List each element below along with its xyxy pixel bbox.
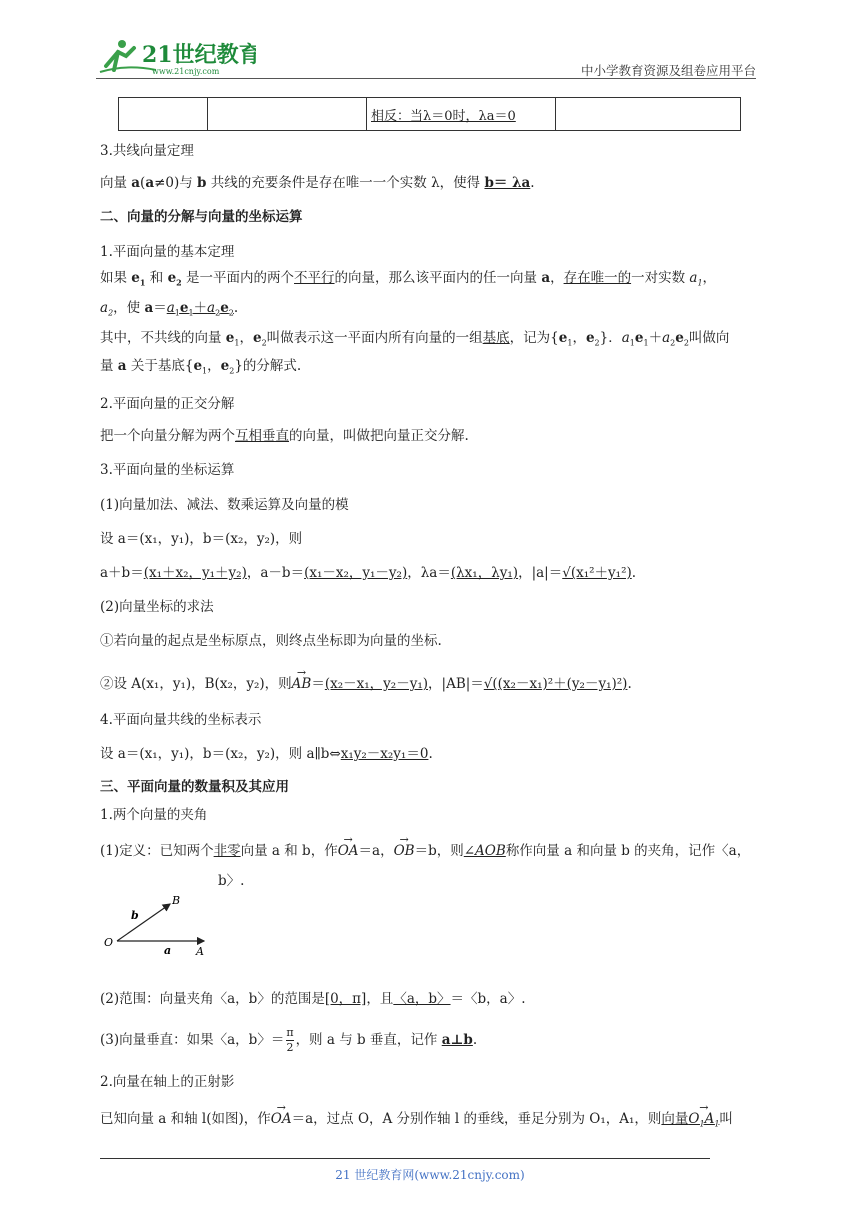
- p4-title: 4.平面向量共线的坐标表示: [100, 712, 262, 728]
- header-divider: [96, 78, 756, 79]
- q2-title: 2.向量在轴上的正射影: [100, 1074, 235, 1090]
- p1-line4: 量 a 关于基底{$e_1$，$e_2$}的分解式.: [100, 358, 302, 376]
- p1-line2: $a_2$，使 $a=a_1e_1+a_2e_2$.: [100, 300, 239, 318]
- q1-perp: (3)向量垂直：如果〈a，b〉＝ $\frac{\pi}{2}$ ，则 a 与 b 垂直，记作 a⊥b.: [100, 1026, 478, 1054]
- vector-a-label: a: [164, 944, 172, 957]
- s3-title: 3.共线向量定理: [100, 143, 194, 159]
- table-cell: [556, 98, 741, 131]
- q1-def-cont: b〉.: [218, 873, 245, 889]
- section-2-heading: 二、向量的分解与向量的坐标运算: [100, 209, 303, 225]
- point-a-label: A: [196, 945, 204, 958]
- p3-sub1: (1)向量加法、减法、数乘运算及向量的模: [100, 497, 349, 513]
- p1-line1: 如果 $e_1$ 和 $e_2$ 是一平面内的两个不平行的向量，那么该平面内的任一向量 a，存在唯一的一对实数 $a_1$，: [100, 270, 717, 288]
- site-logo: [96, 36, 256, 78]
- p1-title: 1.平面向量的基本定理: [100, 244, 235, 260]
- vector-b-label: b: [131, 909, 139, 922]
- table-cell-text: 相反：当λ＝0时，λa＝0: [371, 108, 516, 124]
- continuation-table: [118, 97, 741, 131]
- table-cell: [119, 98, 208, 131]
- footer-text: 21 世纪教育网(www.21cnjy.com): [335, 1168, 525, 1182]
- vector-b-arrow: [117, 904, 170, 941]
- p3-c2: ②设 A(x₁，y₁)，B(x₂，y₂)，则→ AB＝(x₂－x₁，y₂－y₁)，|AB|＝√((x₂－x₁)²＋(y₂－y₁)²).: [100, 675, 632, 693]
- p2-title: 2.平面向量的正交分解: [100, 396, 235, 412]
- logo-text: 21世纪教育: [142, 42, 256, 68]
- p2-body: 把一个向量分解为两个互相垂直的向量，叫做把向量正交分解.: [100, 428, 469, 444]
- angle-figure: [100, 888, 220, 960]
- q1-range: (2)范围：向量夹角〈a，b〉的范围是[0，π]，且〈a，b〉＝〈b，a〉.: [100, 991, 526, 1007]
- table-row: [119, 98, 741, 131]
- p3-ops: a＋b＝(x₁＋x₂，y₁＋y₂)，a－b＝(x₁－x₂，y₁－y₂)，λa＝(λx₁，λy₁)，|a|＝√(x₁²＋y₁²).: [100, 565, 637, 581]
- platform-name: 中小学教育资源及组卷应用平台: [580, 63, 756, 78]
- p3-title: 3.平面向量的坐标运算: [100, 462, 235, 478]
- point-b-label: B: [172, 894, 181, 907]
- s3-body: 向量 a(a≠0)与 b 共线的充要条件是存在唯一一个实数 λ，使得 b＝ λa.: [100, 175, 535, 191]
- table-cell: [367, 98, 556, 131]
- section-3-heading: 三、平面向量的数量积及其应用: [100, 779, 289, 795]
- p3-set: 设 a＝(x₁，y₁)，b＝(x₂，y₂)，则: [100, 531, 303, 547]
- logo-url: www.21cnjy.com: [152, 67, 220, 76]
- point-o-label: O: [104, 936, 114, 949]
- footer-divider: [100, 1158, 710, 1159]
- q2-body: 已知向量 a 和轴 l(如图)，作→ OA＝a，过点 O，A 分别作轴 l 的垂线，垂足分别为 O₁，A₁，则向量→ $O_1A_1$叫: [100, 1110, 733, 1134]
- table-cell: [208, 98, 367, 131]
- p1-line3: 其中，不共线的向量 $e_1$，$e_2$叫做表示这一平面内所有向量的一组基底，记为{$e_1$，$e_2$}．$a_1e_1+a_2e_2$叫做向: [100, 330, 730, 348]
- p3-c1: ①若向量的起点是坐标原点，则终点坐标即为向量的坐标.: [100, 633, 442, 649]
- p3-sub2: (2)向量坐标的求法: [100, 599, 214, 615]
- q1-def: (1)定义：已知两个非零向量 a 和 b，作→ OA＝a，→ OB＝b，则∠AOB称作向量 a 和向量 b 的夹角，记作〈a，: [100, 842, 750, 860]
- p4-body: 设 a＝(x₁，y₁)，b＝(x₂，y₂)，则 a∥b⇔x₁y₂－x₂y₁＝0.: [100, 746, 433, 762]
- pi-over-2: $\frac{\pi}{2}$: [286, 1026, 294, 1054]
- q1-title: 1.两个向量的夹角: [100, 807, 208, 823]
